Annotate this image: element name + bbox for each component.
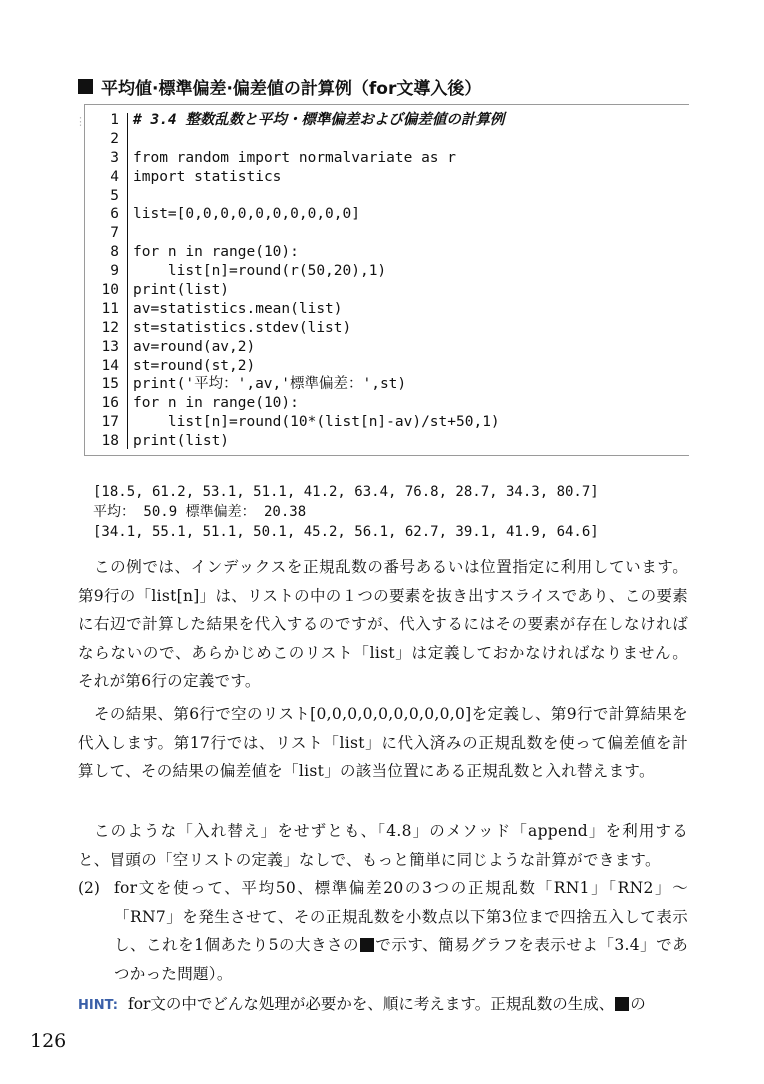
code-text: av=statistics.mean(list) xyxy=(133,300,343,317)
code-text: list=[0,0,0,0,0,0,0,0,0,0] xyxy=(133,206,360,223)
code-text: for n in range(10): xyxy=(133,395,299,412)
line-number: 2 xyxy=(110,130,119,147)
exercise-text: for文を使って、平均50、標準偏差20の3つの正規乱数「RN1」「RN2」～「RN7」を発生させて、その正規乱数を小数点以下第3位まで四捨五入して表示し、これを1個あたり5の大きさの で示す、簡易グラフを表示せよ「3.4」であつかった問題）。 xyxy=(114,879,688,983)
code-text: print('平均：',av,'標準偏差：',st) xyxy=(133,376,407,393)
code-line xyxy=(85,319,685,338)
code-listing xyxy=(75,104,689,456)
line-number: 6 xyxy=(110,206,119,223)
code-text: st=statistics.stdev(list) xyxy=(133,319,352,336)
line-number: 1 xyxy=(110,112,119,128)
code-text: list[n]=round(10*(list[n]-av)/st+50,1) xyxy=(133,414,500,431)
code-line xyxy=(85,413,685,432)
code-line xyxy=(85,168,685,187)
line-number: 5 xyxy=(110,187,119,204)
line-number: 14 xyxy=(101,357,119,374)
code-line xyxy=(85,243,685,262)
line-number: 16 xyxy=(101,395,119,412)
output-line: [18.5, 61.2, 53.1, 51.1, 41.2, 63.4, 76.8, 28.7, 34.3, 80.7] xyxy=(93,484,599,500)
code-line xyxy=(85,357,685,376)
line-number: 11 xyxy=(101,300,119,317)
code-line xyxy=(85,224,685,243)
code-text: from random import normalvariate as r xyxy=(133,149,457,166)
code-line xyxy=(85,262,685,281)
line-number: 15 xyxy=(101,376,119,393)
code-line xyxy=(85,130,685,149)
line-number: 7 xyxy=(110,225,119,242)
hint-line: HINT: for文の中でどんな処理が必要かを、順に考えます。正規乱数の生成、 の xyxy=(78,995,646,1013)
program-output xyxy=(93,462,599,542)
code-line xyxy=(85,205,685,224)
code-line xyxy=(85,149,685,168)
paragraph-3: このような「入れ替え」をせずとも、「4.8」のメソッド「append」を利用すると、冒頭の「空リストの定義」なしで、もっと簡単に同じような計算ができます。 xyxy=(78,822,688,869)
exercise-number: (2) xyxy=(78,879,100,897)
code-lines xyxy=(85,111,685,451)
line-number: 8 xyxy=(110,244,119,261)
line-number: 18 xyxy=(101,433,119,450)
code-text: list[n]=round(r(50,20),1) xyxy=(133,263,387,280)
fold-marker-icon: ⋮ xyxy=(75,115,86,128)
page-number: 126 xyxy=(30,1030,67,1052)
line-number: 12 xyxy=(101,319,119,336)
code-line xyxy=(85,375,685,394)
code-line xyxy=(85,187,685,206)
section-heading xyxy=(78,74,481,99)
code-text: # 3.4 整数乱数と平均・標準偏差および偏差値の計算例 xyxy=(133,112,505,128)
code-line xyxy=(85,111,685,130)
line-number: 17 xyxy=(101,414,119,431)
code-text: for n in range(10): xyxy=(133,244,299,261)
line-number: 13 xyxy=(101,338,119,355)
code-line xyxy=(85,338,685,357)
line-number: 4 xyxy=(110,168,119,185)
code-text: import statistics xyxy=(133,168,282,185)
code-text: st=round(st,2) xyxy=(133,357,256,374)
hint-label: HINT: xyxy=(78,998,118,1013)
code-line xyxy=(85,394,685,413)
output-line: 平均： 50.9 標準偏差： 20.38 xyxy=(93,504,307,520)
section-heading-text: 平均値·標準偏差·偏差値の計算例（for文導入後） xyxy=(101,79,482,99)
line-number: 9 xyxy=(110,263,119,280)
code-line xyxy=(85,432,685,451)
code-text: print(list) xyxy=(133,282,230,299)
code-text: print(list) xyxy=(133,433,230,450)
black-square-icon xyxy=(360,938,374,952)
line-number: 10 xyxy=(101,282,119,299)
black-square-icon xyxy=(615,997,629,1011)
code-text: av=round(av,2) xyxy=(133,338,256,355)
code-line xyxy=(85,300,685,319)
line-number: 3 xyxy=(110,149,119,166)
paragraph-1: この例では、インデックスを正規乱数の番号あるいは位置指定に利用しています。第9行の「list[n]」は、リストの中の１つの要素を抜き出すスライスであり、この要素に右辺で計算した結果を代入するのですが、代入するにはその要素が存在しなければならないので、あらかじめこのリスト「list」は定義しておかなければなりません。それが第6行の定義です。 xyxy=(78,558,688,690)
output-line: [34.1, 55.1, 51.1, 50.1, 45.2, 56.1, 62.7, 39.1, 41.9, 64.6] xyxy=(93,524,599,540)
code-line xyxy=(85,281,685,300)
paragraph-2: その結果、第6行で空のリスト[0,0,0,0,0,0,0,0,0,0]を定義し、第9行で計算結果を代入します。第17行では、リスト「list」に代入済みの正規乱数を使って偏差値を計算して、その結果の偏差値を「list」の該当位置にある正規乱数と入れ替えます。 xyxy=(78,705,688,780)
exercise-item xyxy=(78,874,688,988)
square-bullet-icon xyxy=(78,79,93,94)
hint-text: for文の中でどんな処理が必要かを、順に考えます。正規乱数の生成、 xyxy=(127,995,615,1013)
